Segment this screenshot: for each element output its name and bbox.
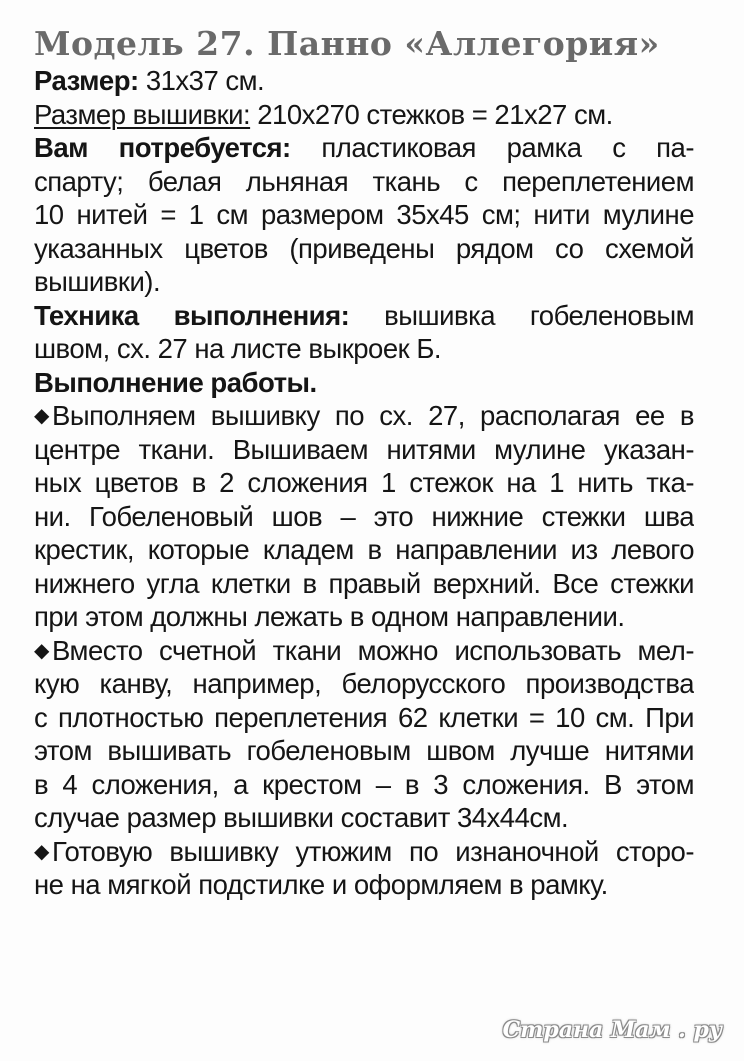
technique-text-1: вышивка гобеленовым bbox=[349, 299, 694, 331]
diamond-bullet-icon: ◆ bbox=[34, 840, 49, 863]
paragraph1-line-1 bbox=[34, 399, 694, 433]
technique-label: Техника выполнения: bbox=[34, 299, 350, 331]
page-title: Модель 27. Панно «Аллегория» bbox=[34, 24, 660, 63]
paragraph2-line-6: случае размер вышивки составит 34х44см. bbox=[34, 802, 569, 833]
diamond-bullet-icon: ◆ bbox=[34, 639, 49, 662]
paragraph2-line-5: в 4 сложения, а крестом – в 3 сложения. В этом bbox=[34, 768, 694, 800]
size-value: 31х37 см. bbox=[138, 65, 265, 96]
paragraph1-text-1: Выполняем вышивку по сх. 27, располагая ее в bbox=[52, 400, 694, 431]
diamond-bullet-icon: ◆ bbox=[34, 405, 49, 427]
embroidery-size-line bbox=[34, 98, 694, 132]
paragraph1-line-7: при этом должны лежать в одном направлении. bbox=[34, 601, 625, 632]
materials-label: Вам потребуется: bbox=[34, 132, 291, 163]
paragraph1-line-6: нижнего угла клетки в правый верхний. Все стежки bbox=[34, 567, 694, 599]
paragraph1-line-2: центре ткани. Вышиваем нитями мулине указан- bbox=[34, 433, 694, 465]
size-line bbox=[34, 64, 694, 98]
technique-line-1 bbox=[34, 299, 694, 333]
technique-line-2: швом, сх. 27 на листе выкроек Б. bbox=[34, 333, 442, 364]
paragraph3-line-1 bbox=[34, 835, 694, 869]
paragraph3-line-2: не на мягкой подстилке и оформляем в рамку. bbox=[34, 869, 608, 900]
paragraph2-line-4: этом вышивать гобеленовым швом лучше нитями bbox=[34, 735, 694, 766]
materials-line-4: указанных цветов (приведены рядом со схемой bbox=[34, 232, 694, 264]
paragraph1-line-3: ных цветов в 2 сложения 1 стежок на 1 нить тка- bbox=[34, 467, 694, 498]
site-watermark: Страна Мам . ру bbox=[502, 1017, 722, 1043]
paragraph2-line-2: кую канву, например, белорусского производства bbox=[34, 668, 694, 699]
materials-line-3: 10 нитей = 1 см размером 35х45 см; нити мулине bbox=[34, 199, 694, 230]
materials-line-2: спарту; белая льняная ткань с переплетением bbox=[34, 165, 694, 197]
embroidery-size-label: Размер вышивки: bbox=[34, 98, 251, 130]
work-heading: Выполнение работы. bbox=[34, 366, 317, 398]
materials-line-1 bbox=[34, 131, 694, 165]
paragraph1-line-5: крестик, которые кладем в направлении из левого bbox=[34, 534, 694, 565]
paragraph3-text-1: Готовую вышивку утюжим по изнаночной сторо- bbox=[52, 835, 694, 867]
materials-text-1: пластиковая рамка с па- bbox=[290, 132, 694, 163]
paragraph1-line-4: ни. Гобеленовый шов – это нижние стежки шва bbox=[34, 500, 694, 532]
materials-line-5: вышивки). bbox=[34, 266, 161, 297]
instructions-text bbox=[34, 64, 694, 902]
embroidery-size-value: 210х270 стежков = 21х27 см. bbox=[250, 98, 613, 130]
paragraph2-line-1 bbox=[34, 634, 694, 668]
paragraph2-text-1: Вместо счетной ткани можно использовать мел- bbox=[52, 634, 694, 666]
size-label: Размер: bbox=[34, 65, 139, 96]
paragraph2-line-3: с плотностью переплетения 62 клетки = 10 см. При bbox=[34, 701, 694, 733]
